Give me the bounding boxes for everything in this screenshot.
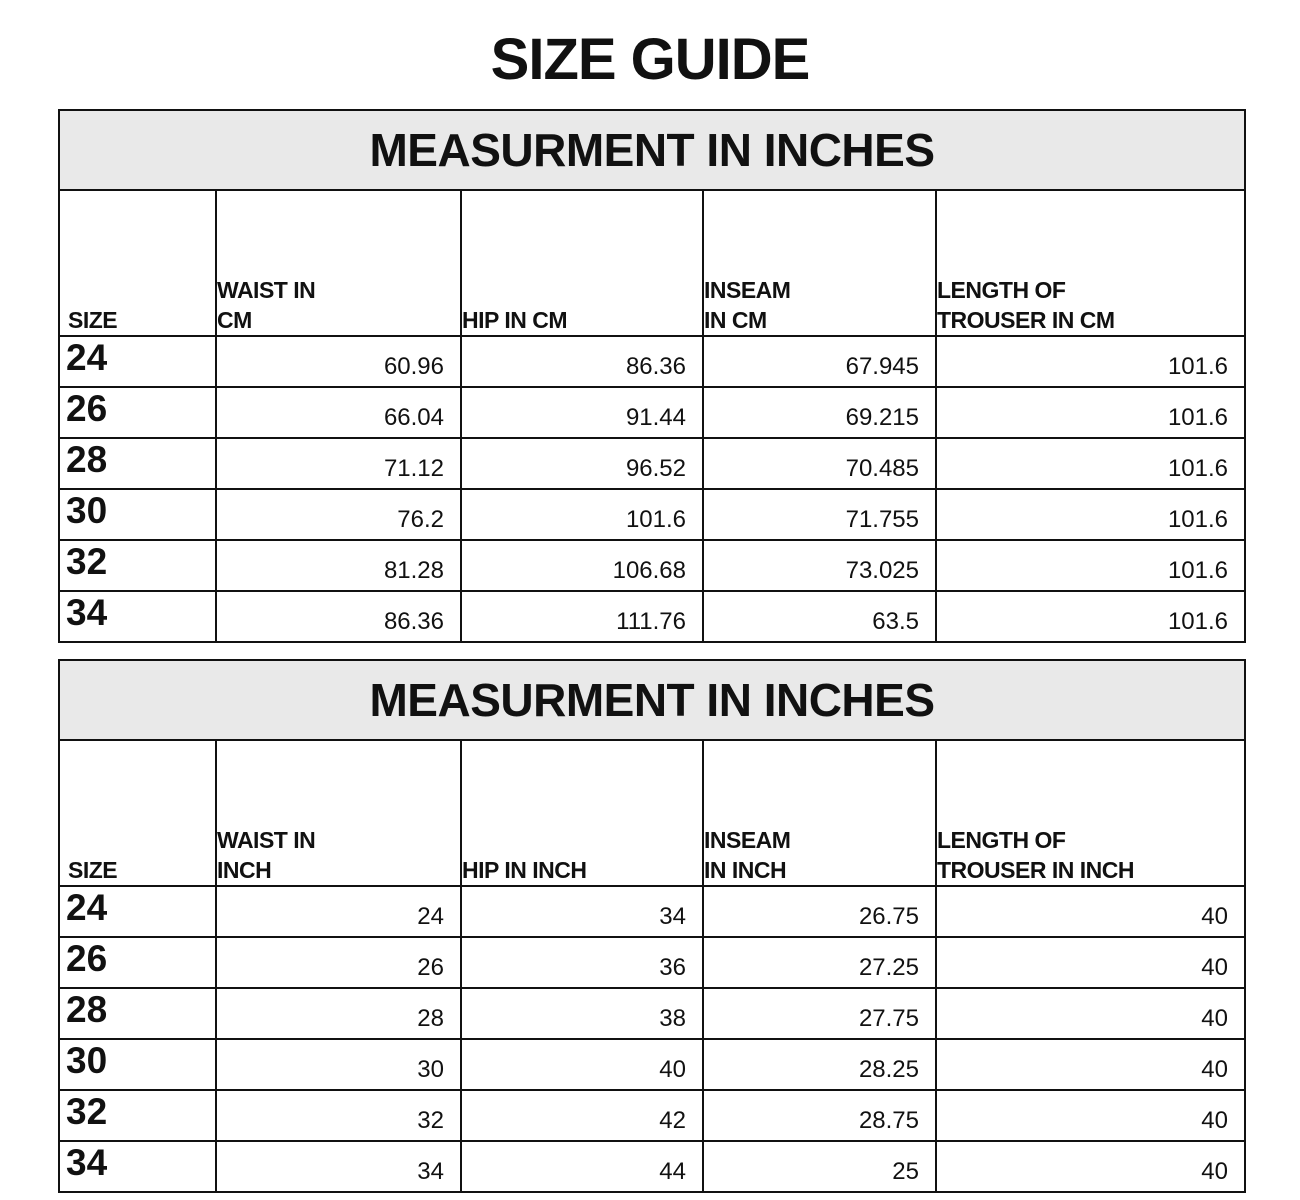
- header-label-line2: IN INCH: [704, 857, 787, 883]
- value-cell: 40: [936, 1141, 1245, 1192]
- value-cell: 86.36: [461, 336, 703, 387]
- header-label-line1: WAIST IN: [217, 277, 316, 303]
- size-table-cm: [58, 109, 1246, 643]
- table-banner: MEASURMENT IN INCHES: [59, 660, 1245, 740]
- value-cell: 44: [461, 1141, 703, 1192]
- header-label-line2: HIP IN INCH: [462, 857, 587, 883]
- value-cell: 71.12: [216, 438, 461, 489]
- value-cell: 91.44: [461, 387, 703, 438]
- value-cell: 27.75: [703, 988, 936, 1039]
- value-cell: 36: [461, 937, 703, 988]
- header-label-line1: LENGTH OF: [937, 277, 1066, 303]
- size-cell: 32: [59, 1090, 216, 1141]
- value-cell: 101.6: [936, 336, 1245, 387]
- value-cell: 101.6: [936, 591, 1245, 642]
- value-cell: 40: [936, 1090, 1245, 1141]
- header-label-line1: WAIST IN: [217, 827, 316, 853]
- value-cell: 28.75: [703, 1090, 936, 1141]
- table-row: [59, 591, 1245, 642]
- table-header-row: [59, 190, 1245, 336]
- table-row: [59, 540, 1245, 591]
- header-inseam: [703, 740, 936, 886]
- table-row: [59, 489, 1245, 540]
- value-cell: 42: [461, 1090, 703, 1141]
- value-cell: 66.04: [216, 387, 461, 438]
- size-cell: 28: [59, 438, 216, 489]
- header-inseam: [703, 190, 936, 336]
- size-cell: 30: [59, 1039, 216, 1090]
- header-label-line2: TROUSER IN INCH: [937, 857, 1134, 883]
- value-cell: 28: [216, 988, 461, 1039]
- value-cell: 38: [461, 988, 703, 1039]
- value-cell: 40: [461, 1039, 703, 1090]
- value-cell: 101.6: [936, 438, 1245, 489]
- header-label-line2: SIZE: [68, 857, 118, 883]
- table-row: [59, 886, 1245, 937]
- header-label-line1: LENGTH OF: [937, 827, 1066, 853]
- value-cell: 28.25: [703, 1039, 936, 1090]
- value-cell: 63.5: [703, 591, 936, 642]
- value-cell: 30: [216, 1039, 461, 1090]
- value-cell: 76.2: [216, 489, 461, 540]
- header-size: [59, 190, 216, 336]
- value-cell: 101.6: [936, 489, 1245, 540]
- table-banner: MEASURMENT IN INCHES: [59, 110, 1245, 190]
- value-cell: 71.755: [703, 489, 936, 540]
- value-cell: 106.68: [461, 540, 703, 591]
- value-cell: 34: [461, 886, 703, 937]
- table-row: [59, 438, 1245, 489]
- table-header-row: [59, 740, 1245, 886]
- value-cell: 96.52: [461, 438, 703, 489]
- value-cell: 73.025: [703, 540, 936, 591]
- size-cell: 32: [59, 540, 216, 591]
- value-cell: 111.76: [461, 591, 703, 642]
- value-cell: 40: [936, 988, 1245, 1039]
- table-row: [59, 1090, 1245, 1141]
- value-cell: 26: [216, 937, 461, 988]
- header-length: [936, 190, 1245, 336]
- header-label-line2: INCH: [217, 857, 272, 883]
- value-cell: 40: [936, 886, 1245, 937]
- header-label-line2: HIP IN CM: [462, 307, 567, 333]
- page-title: SIZE GUIDE: [490, 27, 810, 92]
- size-cell: 24: [59, 336, 216, 387]
- value-cell: 81.28: [216, 540, 461, 591]
- header-length: [936, 740, 1245, 886]
- table-row: [59, 1039, 1245, 1090]
- value-cell: 40: [936, 937, 1245, 988]
- value-cell: 32: [216, 1090, 461, 1141]
- header-hip: [461, 190, 703, 336]
- header-hip: [461, 740, 703, 886]
- size-cell: 26: [59, 937, 216, 988]
- table-row: [59, 1141, 1245, 1192]
- header-label-line1: INSEAM: [704, 277, 791, 303]
- header-label-line2: IN CM: [704, 307, 767, 333]
- header-waist: [216, 740, 461, 886]
- size-cell: 26: [59, 387, 216, 438]
- value-cell: 25: [703, 1141, 936, 1192]
- value-cell: 60.96: [216, 336, 461, 387]
- header-label-line1: INSEAM: [704, 827, 791, 853]
- value-cell: 67.945: [703, 336, 936, 387]
- value-cell: 69.215: [703, 387, 936, 438]
- table-row: [59, 387, 1245, 438]
- value-cell: 24: [216, 886, 461, 937]
- value-cell: 101.6: [461, 489, 703, 540]
- header-label-line2: SIZE: [68, 307, 118, 333]
- value-cell: 101.6: [936, 540, 1245, 591]
- value-cell: 40: [936, 1039, 1245, 1090]
- value-cell: 34: [216, 1141, 461, 1192]
- size-cell: 28: [59, 988, 216, 1039]
- table-row: [59, 988, 1245, 1039]
- size-cell: 34: [59, 591, 216, 642]
- size-cell: 30: [59, 489, 216, 540]
- size-cell: 34: [59, 1141, 216, 1192]
- header-size: [59, 740, 216, 886]
- table-row: [59, 336, 1245, 387]
- header-label-line2: TROUSER IN CM: [937, 307, 1115, 333]
- table-row: [59, 937, 1245, 988]
- value-cell: 27.25: [703, 937, 936, 988]
- value-cell: 86.36: [216, 591, 461, 642]
- value-cell: 70.485: [703, 438, 936, 489]
- value-cell: 101.6: [936, 387, 1245, 438]
- header-waist: [216, 190, 461, 336]
- size-table-inch: [58, 659, 1246, 1193]
- header-label-line2: CM: [217, 307, 252, 333]
- value-cell: 26.75: [703, 886, 936, 937]
- size-cell: 24: [59, 886, 216, 937]
